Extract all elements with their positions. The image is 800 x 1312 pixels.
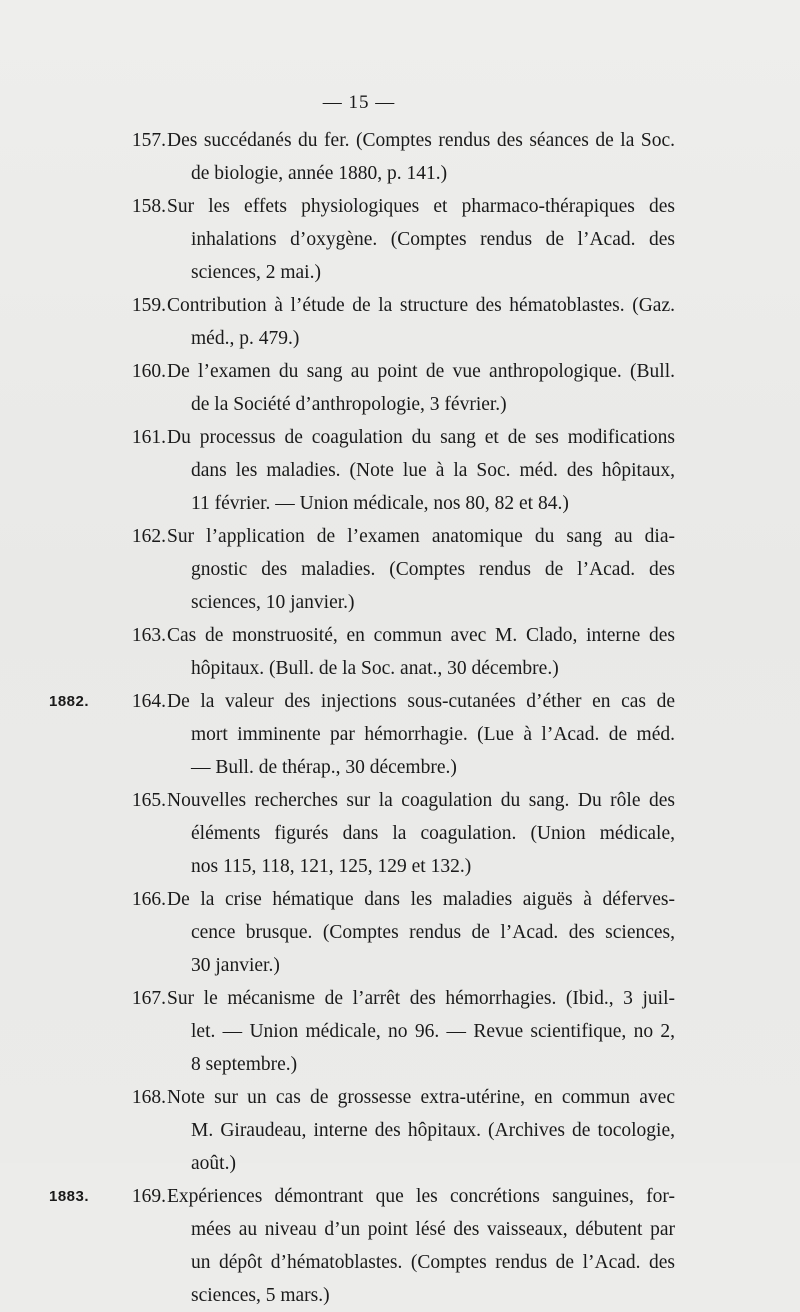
entry-line: let. — Union médicale, no 96. — Revue scientifique, no 2,	[191, 1021, 675, 1042]
entry-line: sciences, 10 janvier.)	[191, 592, 355, 613]
entry-line: hôpitaux. (Bull. de la Soc. anat., 30 décembre.)	[191, 658, 559, 679]
entry-text	[167, 1180, 675, 1312]
entry-text	[167, 421, 675, 520]
entry-number: 167.	[131, 988, 166, 1009]
entry-line: Expériences démontrant que les concrétions sanguines, for-	[167, 1186, 675, 1207]
entry-line: cence brusque. (Comptes rendus de l’Acad. des sciences,	[191, 922, 675, 943]
entry-line: Sur l’application de l’examen anatomique du sang au dia-	[167, 526, 675, 547]
bibliography-entry	[0, 124, 800, 190]
entry-line: De la valeur des injections sous-cutanées d’éther en cas de	[167, 691, 675, 712]
entry-number: 168.	[131, 1087, 166, 1108]
entry-line: De la crise hématique dans les maladies aiguës à déferves-	[167, 889, 675, 910]
entry-line: août.)	[191, 1153, 236, 1174]
entry-text	[167, 982, 675, 1081]
bibliography-entry	[0, 190, 800, 289]
entry-line: Du processus de coagulation du sang et de ses modifications	[167, 427, 675, 448]
entry-text	[167, 190, 675, 289]
entry-line: éléments figurés dans la coagulation. (Union médicale,	[191, 823, 675, 844]
entry-line: Des succédanés du fer. (Comptes rendus des séances de la Soc.	[167, 130, 675, 151]
entry-line: dans les maladies. (Note lue à la Soc. méd. des hôpitaux,	[191, 460, 675, 481]
entry-line: Contribution à l’étude de la structure des hématoblastes. (Gaz.	[167, 295, 675, 316]
entry-year: 1882.	[49, 693, 90, 710]
entry-text	[167, 520, 675, 619]
bibliography-entry	[0, 619, 800, 685]
entry-year: 1883.	[49, 1188, 90, 1205]
entry-number: 166.	[131, 889, 166, 910]
bibliography-entry	[0, 520, 800, 619]
entry-number: 160.	[131, 361, 166, 382]
entry-line: Nouvelles recherches sur la coagulation du sang. Du rôle des	[167, 790, 675, 811]
entry-line: gnostic des maladies. (Comptes rendus de l’Acad. des	[191, 559, 675, 580]
entry-number: 165.	[131, 790, 166, 811]
entry-line: — Bull. de thérap., 30 décembre.)	[191, 757, 457, 778]
entry-number: 162.	[131, 526, 166, 547]
bibliography-entry	[0, 1081, 800, 1180]
bibliography-entry	[0, 685, 800, 784]
bibliography-list	[0, 124, 800, 1312]
entry-number: 163.	[131, 625, 166, 646]
bibliography-entry	[0, 784, 800, 883]
entry-number: 161.	[131, 427, 166, 448]
entry-text	[167, 685, 675, 784]
entry-line: 11 février. — Union médicale, nos 80, 82 et 84.)	[191, 493, 569, 514]
entry-number: 157.	[131, 130, 166, 151]
entry-line: méd., p. 479.)	[191, 328, 300, 349]
entry-line: M. Giraudeau, interne des hôpitaux. (Archives de tocologie,	[191, 1120, 675, 1141]
bibliography-entry	[0, 289, 800, 355]
entry-line: De l’examen du sang au point de vue anthropologique. (Bull.	[167, 361, 675, 382]
entry-line: mort imminente par hémorrhagie. (Lue à l’Acad. de méd.	[191, 724, 675, 745]
entry-line: 30 janvier.)	[191, 955, 280, 976]
entry-line: un dépôt d’hématoblastes. (Comptes rendus de l’Acad. des	[191, 1252, 675, 1273]
entry-text	[167, 784, 675, 883]
entry-line: nos 115, 118, 121, 125, 129 et 132.)	[191, 856, 472, 877]
entry-text	[167, 124, 675, 190]
entry-line: mées au niveau d’un point lésé des vaisseaux, débutent par	[191, 1219, 675, 1240]
bibliography-entry	[0, 355, 800, 421]
entry-number: 169.	[131, 1186, 166, 1207]
entry-line: Sur les effets physiologiques et pharmaco-thérapiques des	[167, 196, 675, 217]
entry-text	[167, 355, 675, 421]
entry-line: de la Société d’anthropologie, 3 février.)	[191, 394, 507, 415]
entry-line: Sur le mécanisme de l’arrêt des hémorrhagies. (Ibid., 3 juil-	[167, 988, 675, 1009]
entry-line: de biologie, année 1880, p. 141.)	[191, 163, 448, 184]
entry-text	[167, 883, 675, 982]
entry-text	[167, 289, 675, 355]
page-number: — 15 —	[322, 92, 396, 113]
entry-line: 8 septembre.)	[191, 1054, 298, 1075]
entry-number: 158.	[131, 196, 166, 217]
entry-line: inhalations d’oxygène. (Comptes rendus de l’Acad. des	[191, 229, 675, 250]
bibliography-entry	[0, 421, 800, 520]
entry-text	[167, 619, 675, 685]
bibliography-entry	[0, 883, 800, 982]
bibliography-entry	[0, 982, 800, 1081]
entry-line: Cas de monstruosité, en commun avec M. Clado, interne des	[167, 625, 675, 646]
entry-line: sciences, 2 mai.)	[191, 262, 321, 283]
entry-text	[167, 1081, 675, 1180]
entry-number: 164.	[131, 691, 166, 712]
entry-line: sciences, 5 mars.)	[191, 1285, 330, 1306]
entry-number: 159.	[131, 295, 166, 316]
entry-line: Note sur un cas de grossesse extra-utérine, en commun avec	[167, 1087, 675, 1108]
bibliography-entry	[0, 1180, 800, 1312]
